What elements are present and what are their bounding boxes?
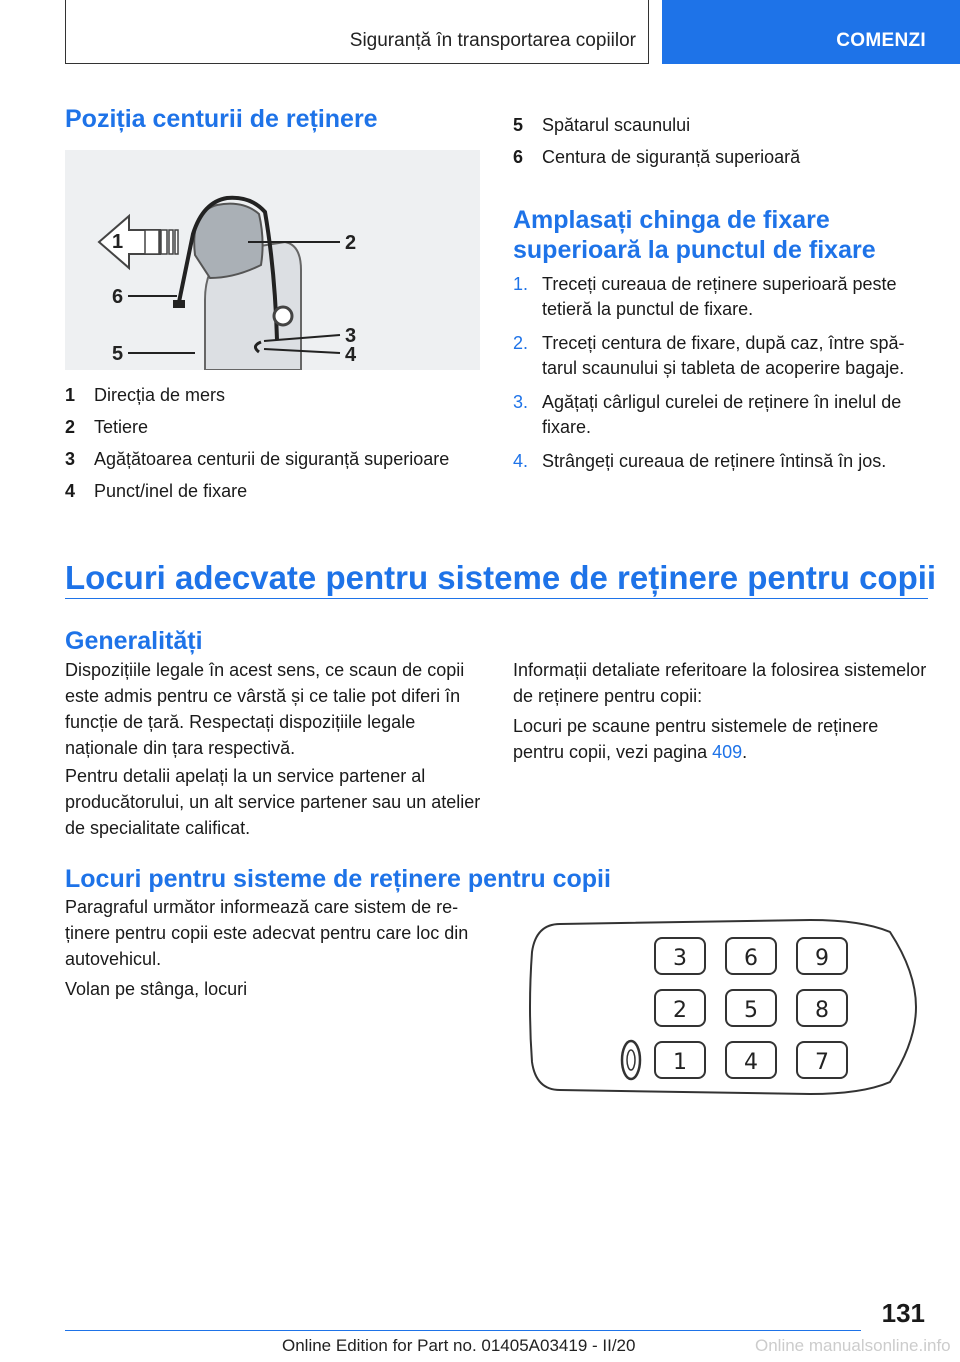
headrest-shape [194,204,262,278]
figure-label-2: 2 [345,232,357,254]
legend-text: Agățătoarea centurii de siguranță superioare [94,449,450,469]
legend-text: Spătarul scaunului [542,115,691,135]
generalitati-paragraph-2: Pentru detalii apelați la un service partener al producătorului, un alt service partener sau un atelier de specialitate calificat. [65,766,481,838]
legend-number: 4 [65,481,76,501]
seat-number: 7 [815,1050,829,1075]
seat-positions-diagram [510,912,935,1102]
step-text: Treceți centura de fixare, după caz, între spătarul scaunului și tableta de acoperire bagaje. [542,333,905,378]
seat-number: 1 [673,1050,687,1075]
seat-number: 8 [815,998,829,1023]
figure-legend-right [513,114,928,178]
section-heading-amplasati-line1: Amplasați chinga de fixare [513,206,830,234]
generalitati-paragraph-1: Dispozițiile legale în acest sens, ce scaun de copii este admis pentru ce vârstă și ce talie pot diferi în funcție de țară. Respectați dispozițiile legale naționale din țara respectivă. [65,660,465,758]
step-item [513,331,929,381]
header-title-box [65,0,649,64]
legend-text: Tetiere [94,417,149,437]
footer-watermark: Online manualsonline.info [755,1336,951,1355]
legend-text: Direcția de mers [94,385,226,405]
headrest-illustration [65,150,480,370]
seat-number: 6 [744,946,758,971]
seat-number: 4 [744,1050,758,1075]
step-text: Agățați cârligul curelei de reținere în inelul de fixare. [542,392,902,437]
generalitati-paragraph-3: Informații detaliate referitoare la folosirea sistemelor de reținere pentru copii: [513,660,927,706]
legend-item [65,448,480,480]
legend-number: 3 [65,449,76,469]
page-number: 131 [881,1298,925,1328]
step-number: 1. [513,274,529,294]
step-number: 4. [513,451,529,471]
step-item [513,449,929,474]
section-heading-pozitia: Poziția centurii de reținere [65,105,378,133]
heading-divider [65,598,928,599]
figure-label-6: 6 [112,286,124,308]
legend-text: Centura de siguranță superioară [542,147,801,167]
legend-item [513,114,928,146]
seat-number: 2 [673,998,687,1023]
step-item [513,390,929,440]
anchor-ring [274,307,292,325]
seat-number: 5 [744,998,758,1023]
legend-item [65,480,480,512]
tab-comenzi[interactable] [662,0,960,64]
legend-text: Punct/inel de fixare [94,481,248,501]
legend-number: 6 [513,147,524,167]
section-heading-locuri: Locuri pentru sisteme de reținere pentru copii [65,865,611,893]
generalitati-paragraph-4 [513,713,929,765]
car-outline [530,920,916,1094]
step-number: 2. [513,333,529,353]
locuri-paragraph-2: Volan pe stânga, locuri [65,979,248,999]
legend-item [513,146,928,178]
paragraph-text: Locuri pe scaune pentru sistemele de reținere pentru copii, vezi pagina [513,716,879,762]
footer-divider [65,1330,861,1331]
page-reference-link[interactable]: 409 [712,742,743,762]
figure-legend-left [65,384,480,512]
legend-number: 5 [513,115,524,135]
section-heading-amplasati-line2: superioară la punctul de fixare [513,236,876,264]
tab-comenzi-label: COMENZI [836,30,926,51]
figure-label-4: 4 [345,344,357,366]
legend-number: 1 [65,385,76,405]
step-text: Treceți cureaua de reținere superioară peste tetieră la punctul de fixare. [542,274,897,319]
main-heading: Locuri adecvate pentru sisteme de reținere pentru copii [65,559,937,596]
figure-label-1: 1 [112,231,124,253]
legend-item [65,416,480,448]
step-text: Strângeți cureaua de reținere întinsă în jos. [542,451,887,471]
step-number: 3. [513,392,529,412]
figure-label-5: 5 [112,343,124,365]
paragraph-end: . [742,742,748,762]
steps-list [513,272,929,483]
seat-number: 3 [673,946,687,971]
legend-number: 2 [65,417,76,437]
locuri-paragraph-1: Paragraful următor informează care sistem de reținere pentru copii este adecvat pentru care loc din autovehicul. [65,897,469,969]
legend-item [65,384,480,416]
chapter-title: Siguranță în transportarea copiilor [349,30,636,51]
headrest-figure [65,150,480,370]
step-item [513,272,929,322]
footer-edition: Online Edition for Part no. 01405A03419 - II/20 [282,1336,636,1355]
seat-number: 9 [815,946,829,971]
figure-label-3: 3 [345,325,357,347]
section-heading-generalitati: Generalități [65,627,203,655]
